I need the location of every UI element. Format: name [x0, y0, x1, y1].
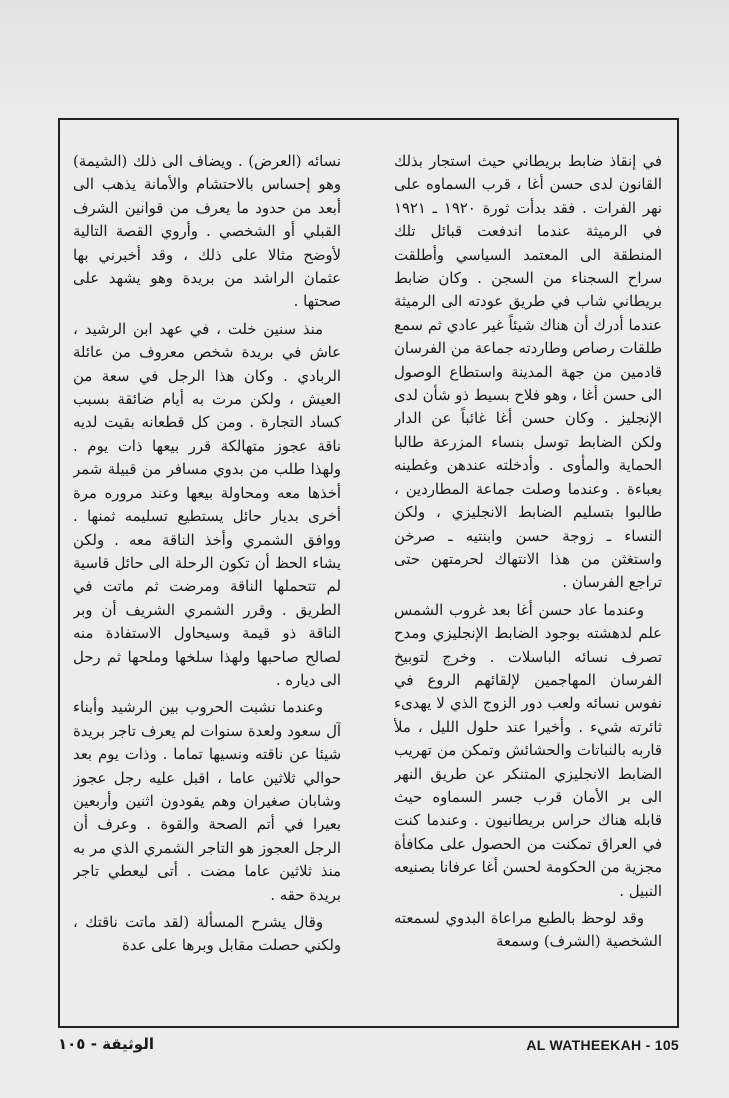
paragraph: وعندما عاد حسن أغا بعد غروب الشمس علم لدهشته بوجود الضابط الإنجليزي ومدح تصرف نسائه الباسلات . وخرج لتوبيخ الفرسان المهاجمين لإلقائهم الروع في نفوس نسائه ولعب دور الزوج الذي لا يهدىء ثائرته شيء . وأخيرا عند حلول الليل ، ملأ قاربه بالنباتات والحشائش وتمكن من تهريب الضابط الانجليزي المتنكر عن طريق النهر الى بر الأمان قرب جسر السماوه حيث قابله هناك حراس بريطانيون . وعندما كنت في العراق تمكنت من الحصول على مكافأة مجزية من الحكومة لحسن أغا عرفانا بصنيعه النبيل . [394, 601, 662, 900]
paragraph: نسائه (العرض) . ويضاف الى ذلك (الشيمة) وهو إحساس بالاحتشام والأمانة يذهب الى أبعد من حدود ما يعرف من قوانين الشرف القبلي أو الشخصي . وأروي القصة التالية لأوضح مثالا على ذلك ، وقد أخبرني بها عثمان الراشد من بريدة وهو يشهد على صحتها . [73, 153, 341, 311]
page-footer [58, 1035, 679, 1059]
paragraph: وقد لوحظ بالطبع مراعاة البدوي لسمعته الشخصية (الشرف) وسمعة [394, 910, 662, 951]
article-column-right [394, 150, 662, 1010]
footer-page-label-arabic: الوثيقة - ١٠٥ [58, 1035, 154, 1053]
paragraph: وعندما نشبت الحروب بين الرشيد وأبناء آل سعود ولعدة سنوات لم يعرف تاجر بريدة شيئا عن ناقته ونسيها تماما . وذات يوم بعد حوالي ثلاثين عاما ، اقبل عليه رجل عجوز وشابان صغيران وهم يقودون اثنين وأربعين بعيرا في أتم الصحة والقوة . وعرف أن الرجل العجوز هو التاجر الشمري الذي مر به منذ ثلاثين عاما مضت . أتى ليعطي تاجر بريدة حقه . [73, 699, 341, 904]
paragraph: منذ سنين خلت ، في عهد ابن الرشيد ، عاش في بريدة شخص معروف من عائلة الربادي . وكان هذا الرجل في سعة من العيش ، ولكن مرت به أيام ضائقة بسبب كساد التجارة . ومن كل قطعانه بقيت لديه ناقة عجوز متهالكة قرر بيعها ذات يوم . ولهذا طلب من بدوي مسافر من قبيلة شمر أخذها معه ومحاولة بيعها وعند مروره مرة أخرى بديار حائل يستطيع تسليمه ثمنها . ووافق الشمري وأخذ الناقة معه . ولكن يشاء الحظ أن تكون الرحلة الى حائل قاسية لم تتحملها الناقة ومرضت ثم ماتت في الطريق . وقرر الشمري الشريف أن وبر الناقة ذو قيمة وسيحاول الاستفادة منه لصالح صاحبها ولهذا سلخها وملحها ثم رحل الى دياره . [73, 320, 341, 689]
footer-page-label-latin: AL WATHEEKAH - 105 [526, 1037, 679, 1053]
paragraph: وقال يشرح المسألة (لقد ماتت ناقتك ، ولكني حصلت مقابل وبرها على عدة [73, 914, 341, 955]
article-column-left [73, 150, 341, 1010]
paragraph: في إنقاذ ضابط بريطاني حيث استجار بذلك القانون لدى حسن أغا ، قرب السماوه على نهر الفرات . فقد بدأت ثورة ١٩٢٠ ـ ١٩٢١ في الرميثة عندما اندفعت قبائل تلك المنطقة الى المعتمد السياسي وأطلقت سراح السجناء من السجن . وكان ضابط بريطاني شاب في طريق عودته الى الرميثة عندما أدرك أن هناك شيئاً غير عادي ثم سمع طلقات رصاص وطاردته جماعة من الفرسان قادمين من جهة المدينة واستطاع الوصول الى حسن أغا ، وهو فلاح بسيط ذو شأن لدى الإنجليز . وكان حسن أغا غائباً عن الدار ولكن الضابط توسل بنساء المزرعة طالبا الحماية والمأوى . وأدخلته عندهن وغطينه بعباءة . وعندما وصلت جماعة المطاردين ، طالبوا بتسليم الضابط الانجليزي ، ولكن النساء ـ زوجة حسن وابنتيه ـ صرخن واستغثن من هذا الانتهاك لحرمتهن حتى تراجع الفرسان . [394, 153, 662, 592]
